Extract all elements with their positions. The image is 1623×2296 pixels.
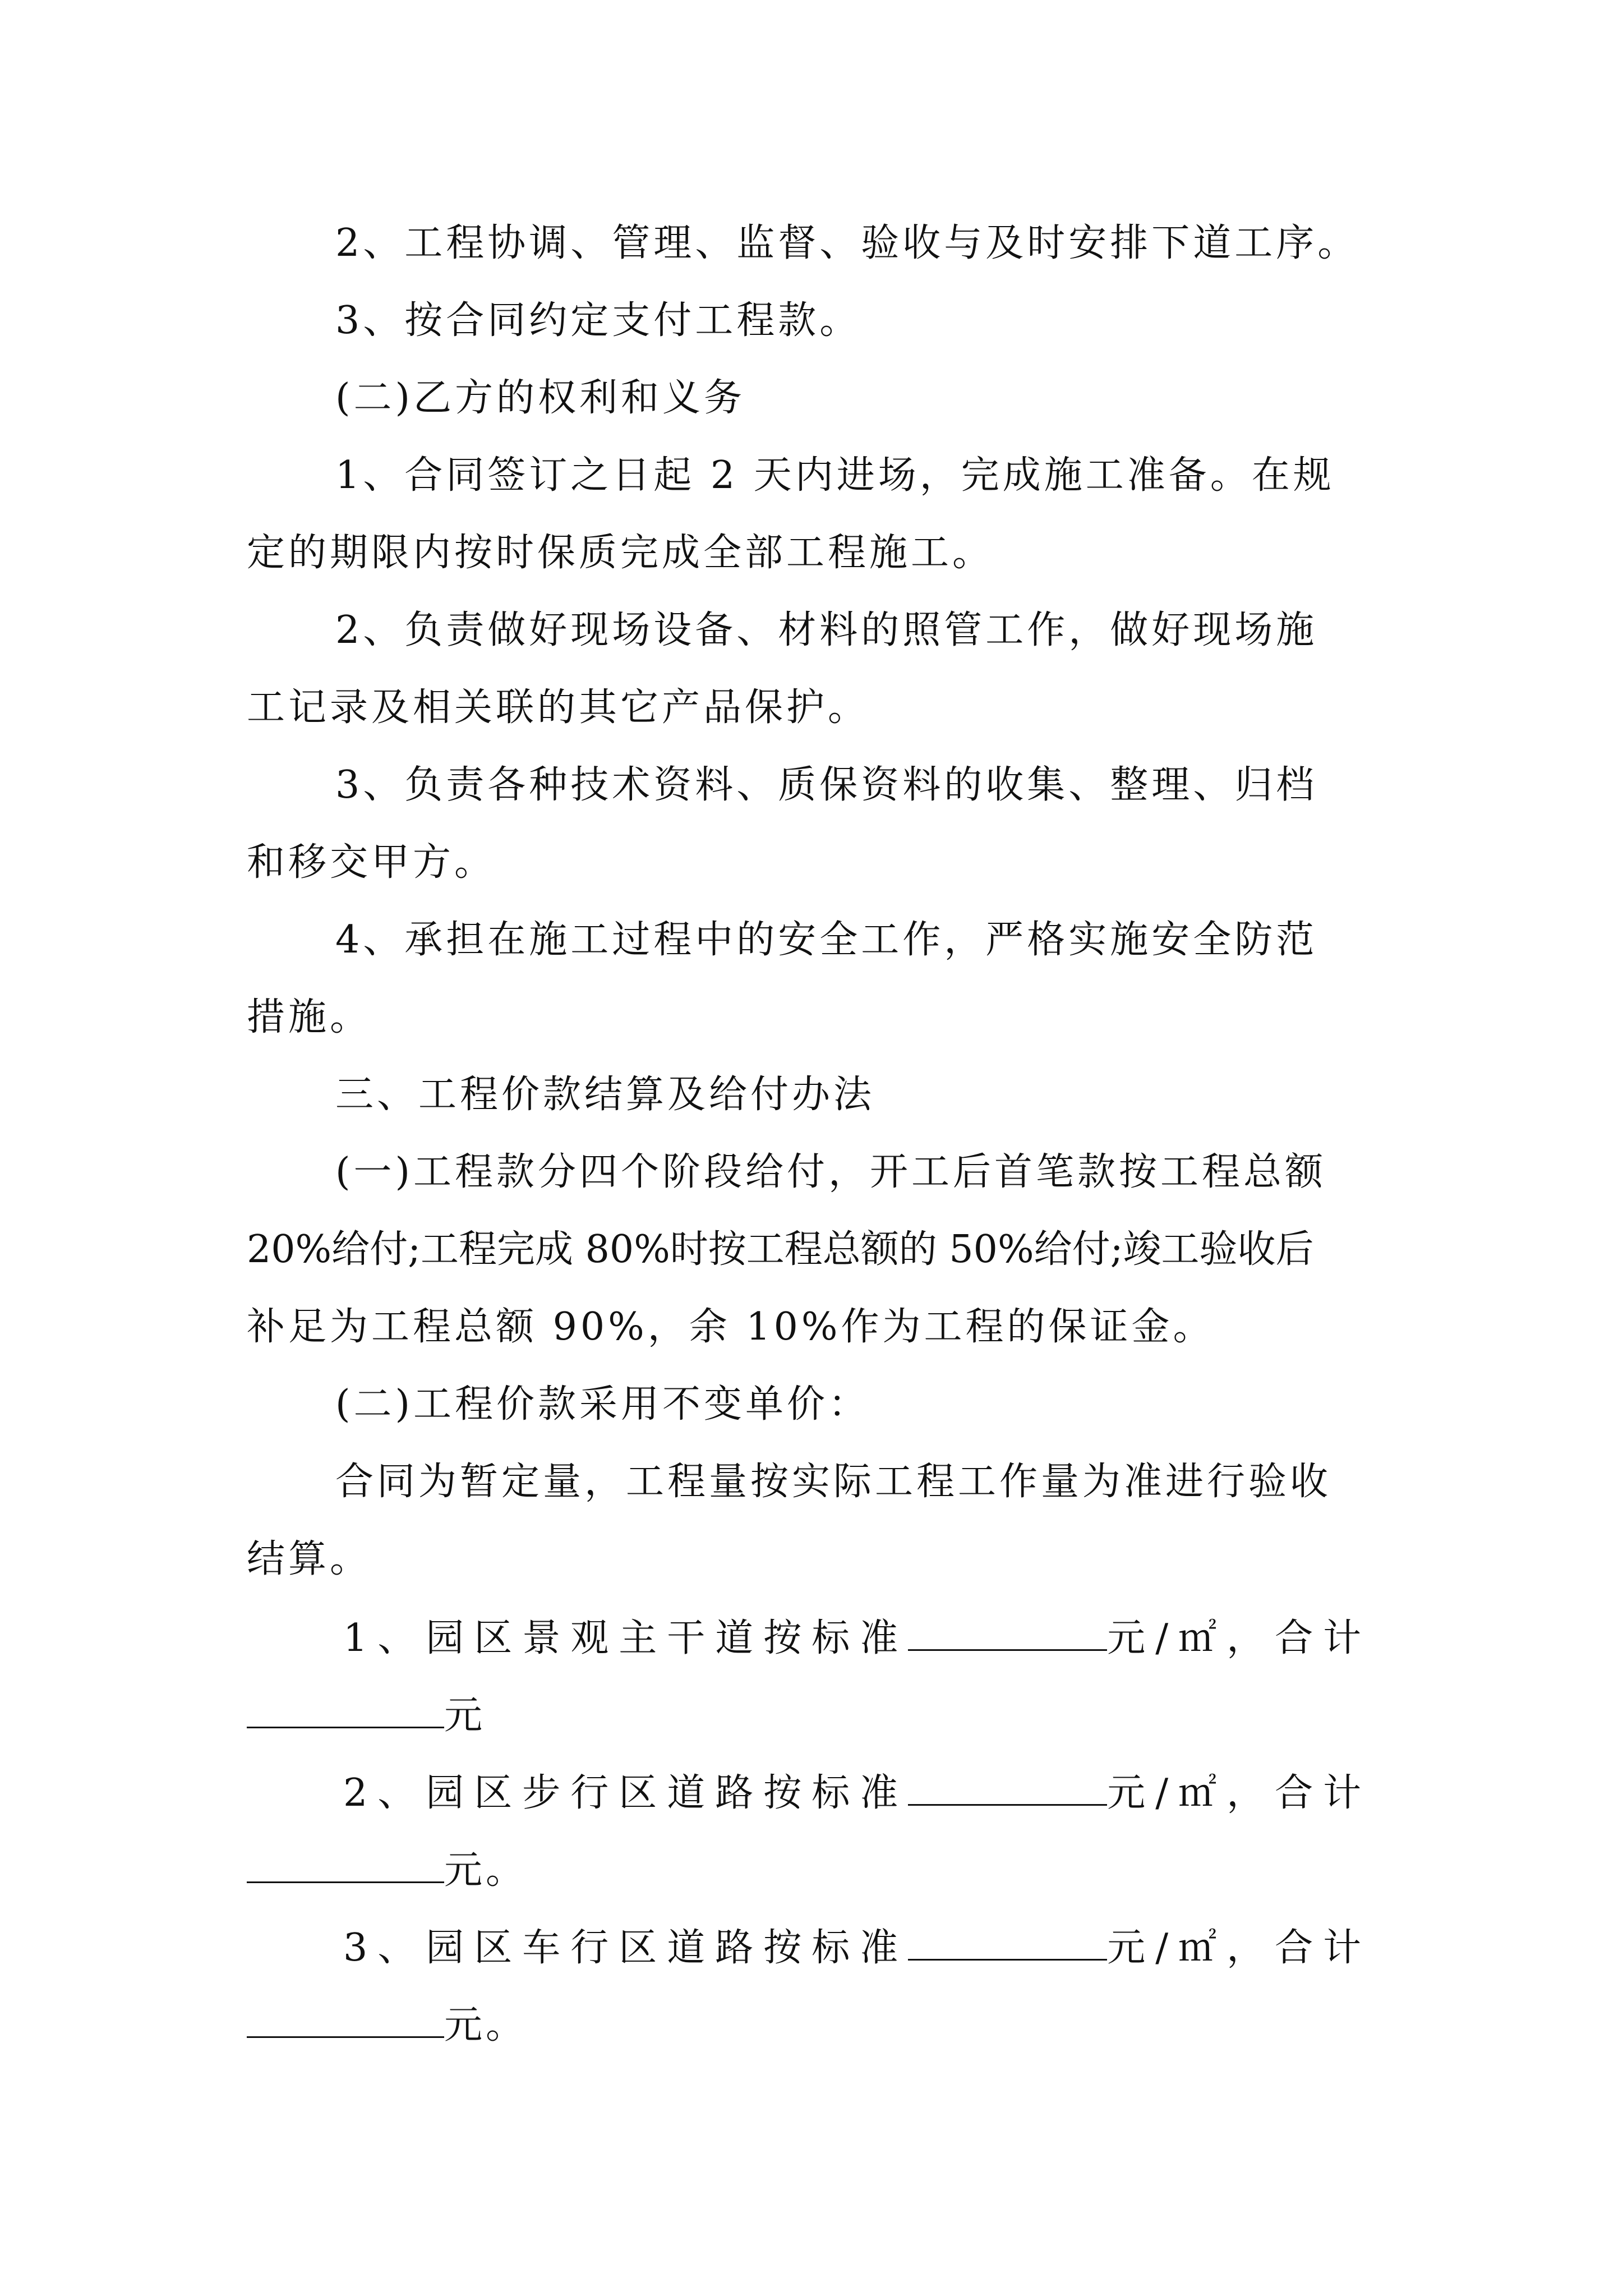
total-amount-blank[interactable] (247, 1695, 444, 1728)
price-item-main-road (343, 1618, 1371, 1658)
paragraph-party-b-item-2: 2、负责做好现场设备、材料的照管工作，做好现场施 (335, 608, 1318, 652)
price-item-main-road-total (247, 1694, 486, 1738)
paragraph-provisional-quantity-cont: 结算。 (247, 1537, 372, 1581)
paragraph-party-b-item-3-cont: 和移交甲方。 (247, 840, 496, 885)
price-item-label: 1、园区景观主干道按标准 (343, 1616, 909, 1660)
paragraph-party-b-item-1: 1、合同签订之日起 2 天内进场，完成施工准备。在规 (335, 453, 1335, 498)
paragraph-payment-stages: (一)工程款分四个阶段给付，开工后首笔款按工程总额 (335, 1150, 1327, 1194)
price-item-pedestrian-road (343, 1771, 1372, 1815)
heading-party-b-rights: (二)乙方的权利和义务 (335, 376, 746, 420)
price-item-unit: 元/㎡，合计 (1107, 1771, 1372, 1815)
paragraph-party-a-item-3: 3、按合同约定支付工程款。 (335, 298, 861, 343)
paragraph-fixed-unit-price: (二)工程价款采用不变单价： (335, 1382, 870, 1427)
heading-payment-settlement: 三、工程价款结算及给付办法 (335, 1073, 875, 1117)
total-amount-blank[interactable] (247, 2005, 444, 2038)
unit-price-blank[interactable] (908, 1927, 1107, 1961)
unit-price-blank[interactable] (908, 1773, 1107, 1806)
price-item-unit: 元/㎡，合计 (1107, 1926, 1372, 1970)
price-item-vehicle-road-total (247, 2005, 527, 2045)
paragraph-party-b-item-1-cont: 定的期限内按时保质完成全部工程施工。 (247, 531, 994, 575)
paragraph-payment-stages-cont-2: 补足为工程总额 90%，余 10%作为工程的保证金。 (247, 1305, 1215, 1349)
price-item-vehicle-road (343, 1926, 1372, 1970)
paragraph-party-b-item-4-cont: 措施。 (247, 995, 372, 1039)
price-item-suffix: 元。 (444, 1848, 528, 1893)
price-item-unit: 元/㎡，合计 (1107, 1616, 1372, 1660)
unit-price-blank[interactable] (908, 1618, 1107, 1651)
paragraph-provisional-quantity: 合同为暂定量，工程量按实际工程工作量为准进行验收 (335, 1460, 1332, 1504)
paragraph-party-b-item-3: 3、负责各种技术资料、质保资料的收集、整理、归档 (335, 763, 1318, 807)
paragraph-party-a-item-2: 2、工程协调、管理、监督、验收与及时安排下道工序。 (335, 221, 1359, 265)
paragraph-payment-stages-cont-1: 20%给付;工程完成 80%时按工程总额的 50%给付;竣工验收后 (247, 1227, 1314, 1272)
paragraph-party-b-item-2-cont: 工记录及相关联的其它产品保护。 (247, 685, 870, 730)
price-item-pedestrian-road-total (247, 1848, 528, 1893)
price-item-label: 2、园区步行区道路按标准 (343, 1771, 909, 1815)
price-item-suffix: 元 (444, 1694, 486, 1738)
paragraph-party-b-item-4: 4、承担在施工过程中的安全工作，严格实施安全防范 (335, 918, 1318, 962)
price-item-label: 3、园区车行区道路按标准 (343, 1926, 909, 1970)
price-item-suffix: 元。 (444, 2003, 528, 2047)
total-amount-blank[interactable] (247, 1850, 444, 1883)
